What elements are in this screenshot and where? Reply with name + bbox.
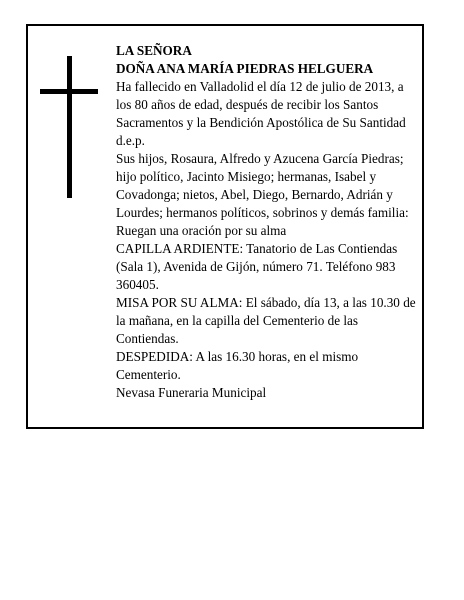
cross-horizontal-bar [40, 89, 98, 94]
notice-prayer-paragraph: Ruegan una oración por su alma [116, 223, 287, 238]
notice-deceased-name: DOÑA ANA MARÍA PIEDRAS HELGUERA [116, 61, 374, 76]
notice-funeral-home: Nevasa Funeraria Municipal [116, 385, 267, 400]
notice-family-paragraph: Sus hijos, Rosaura, Alfredo y Azucena García Piedras; hijo político, Jacinto Misiego; hermanas, Isabel y Covadonga; nietos, Abel, Diego, Bernardo, Adrián y Lourdes; hermanos políticos, sobrinos y demás familia: [116, 151, 409, 220]
notice-mass-paragraph: MISA POR SU ALMA: El sábado, día 13, a las 10.30 de la mañana, en la capilla del Cementerio de las Contiendas. [116, 295, 416, 346]
notice-farewell-paragraph: DESPEDIDA: A las 16.30 horas, en el mismo Cementerio. [116, 349, 359, 382]
cross-vertical-bar [67, 56, 72, 198]
notice-death-paragraph: Ha fallecido en Valladolid el día 12 de julio de 2013, a los 80 años de edad, después de recibir los Santos Sacramentos y la Bendición Apostólica de Su Santidad d.e.p. [116, 79, 406, 148]
notice-title-line1: LA SEÑORA [116, 43, 192, 58]
notice-text [116, 42, 420, 402]
obituary-notice [26, 24, 424, 429]
cross-icon [40, 56, 98, 198]
notice-chapel-paragraph: CAPILLA ARDIENTE: Tanatorio de Las Contiendas (Sala 1), Avenida de Gijón, número 71. Teléfono 983 360405. [116, 241, 398, 292]
